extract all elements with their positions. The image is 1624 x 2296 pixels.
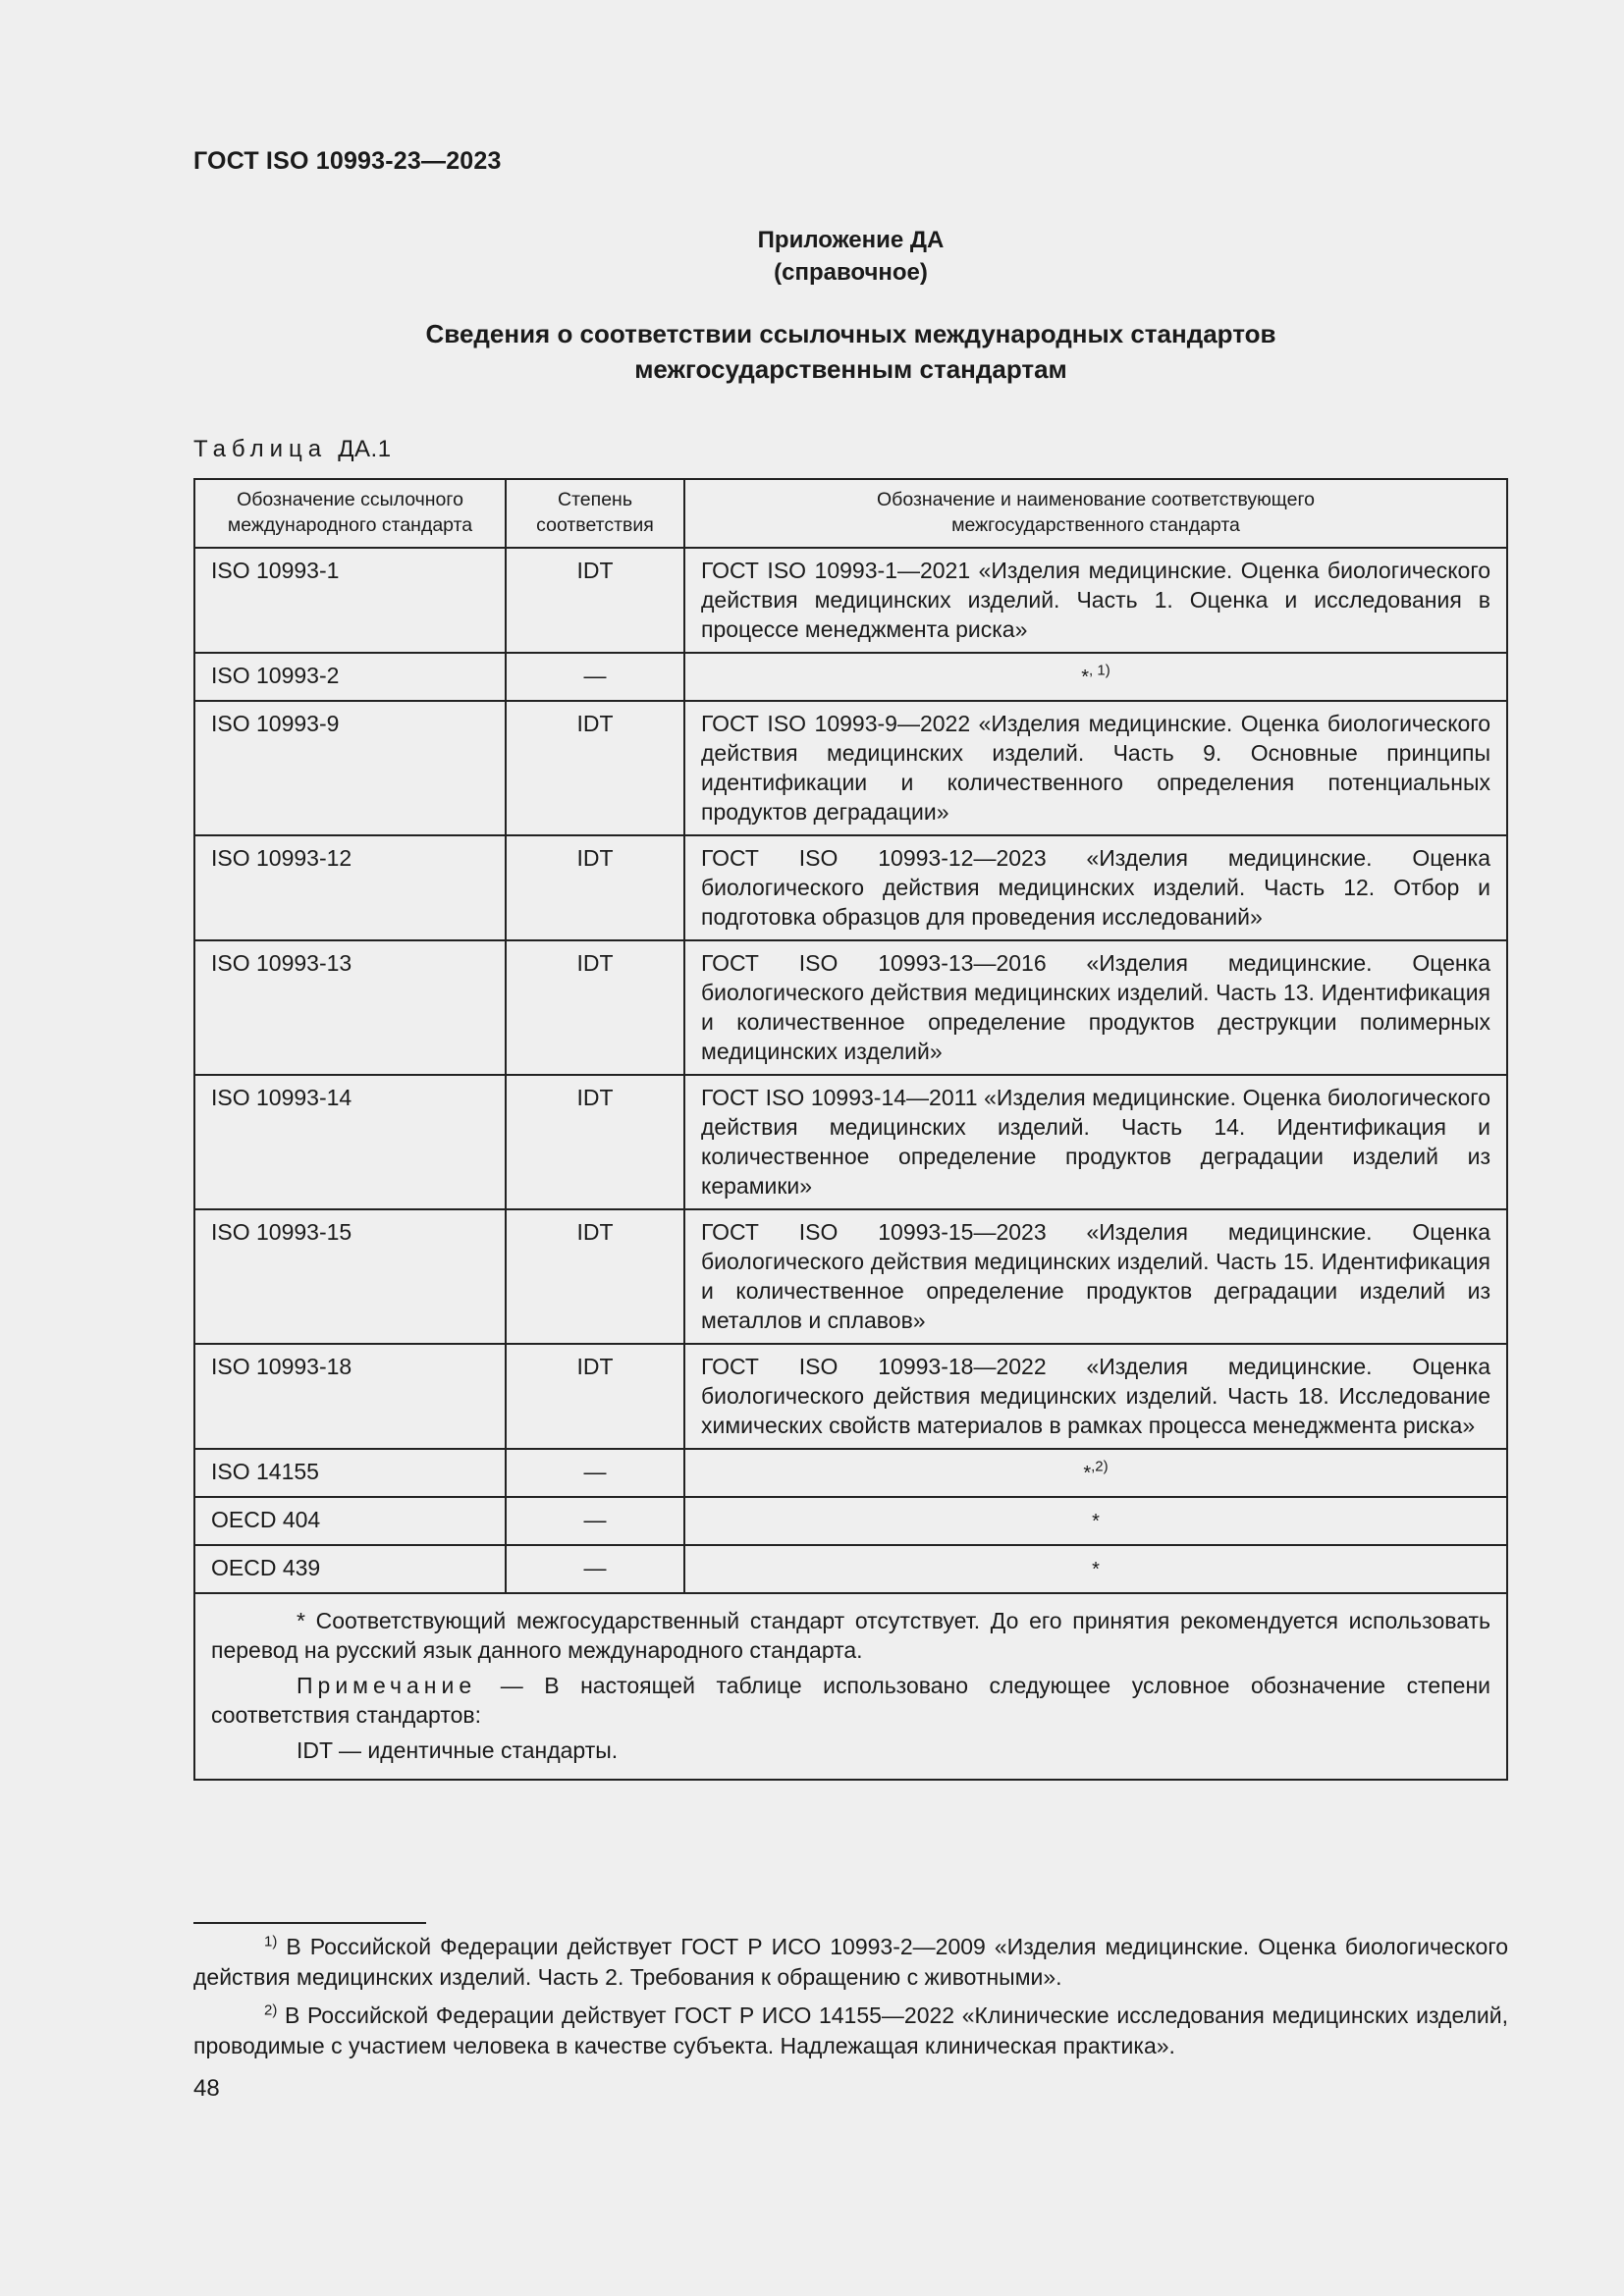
section-heading-line1: Сведения о соответствии ссылочных международных стандартов [425,319,1276,348]
cell-interstate-name: ГОСТ ISO 10993-18—2022 «Изделия медицинские. Оценка биологического действия медицинских изделий. Часть 18. Исследование химических свойств материалов в рамках процесса менеджмента риска» [684,1344,1507,1449]
cell-interstate-name: ГОСТ ISO 10993-12—2023 «Изделия медицинские. Оценка биологического действия медицинских изделий. Часть 12. Отбор и подготовка образцов для проведения исследований» [684,835,1507,940]
header-interstate-standard [684,479,1507,548]
absent-mark: * [1081,667,1090,688]
cell-interstate-name: ГОСТ ISO 10993-15—2023 «Изделия медицинские. Оценка биологического действия медицинских изделий. Часть 15. Идентификация и количественное определение продуктов деградации изделий из металлов и сплавов» [684,1209,1507,1344]
footnote-text: В Российской Федерации действует ГОСТ Р ИСО 14155—2022 «Клинические исследования медицинских изделий, проводимые с участием человека в качестве субъекта. Надлежащая клиническая практика». [193,2002,1509,2058]
cell-degree: IDT [506,1344,684,1449]
table-caption [193,436,392,463]
header-reference-standard [194,479,506,548]
section-heading-line2: межгосударственным стандартам [634,354,1067,384]
footnote-text: В Российской Федерации действует ГОСТ Р ИСО 10993-2—2009 «Изделия медицинские. Оценка биологического действия медицинских изделий. Часть 2. Требования к обращению с животными». [193,1934,1509,1990]
cell-interstate-name: ГОСТ ISO 10993-13—2016 «Изделия медицинские. Оценка биологического действия медицинских изделий. Часть 13. Идентификация и количественное определение продуктов деструкции полимерных медицинских изделий» [684,940,1507,1075]
table-caption-number: ДА.1 [338,436,392,462]
header-std-line1: Обозначение ссылочного [237,489,463,510]
cell-interstate-name: ГОСТ ISO 10993-14—2011 «Изделия медицинские. Оценка биологического действия медицинских изделий. Часть 14. Идентификация и количественное определение продуктов деградации изделий из керамики» [684,1075,1507,1209]
header-deg-line1: Степень [558,489,632,510]
cell-standard: ISO 10993-14 [194,1075,506,1209]
table-notes [194,1593,1507,1780]
cell-standard: ISO 14155 [194,1449,506,1497]
cell-interstate-name: ГОСТ ISO 10993-1—2021 «Изделия медицинские. Оценка биологического действия медицинских изделий. Часть 1. Оценка и исследования в процессе менеджмента риска» [684,548,1507,653]
page-number: 48 [193,2075,220,2102]
cell-standard: OECD 439 [194,1545,506,1593]
table-caption-word: Таблица [193,436,328,462]
document-id-header: ГОСТ ISO 10993-23—2023 [193,147,502,175]
header-std-line2: международного стандарта [227,514,473,536]
cell-standard: ISO 10993-9 [194,701,506,835]
header-name-line2: межгосударственного стандарта [951,514,1240,536]
table-row [194,548,1507,653]
cell-standard: ISO 10993-1 [194,548,506,653]
header-deg-line2: соответствия [536,514,654,536]
correspondence-table [193,478,1508,1781]
note-text: — В настоящей таблице использовано следующее условное обозначение степени соответствия стандартов: [211,1673,1490,1728]
cell-degree: IDT [506,701,684,835]
absent-mark: * [1092,1511,1100,1532]
cell-interstate-name [684,653,1507,701]
table-row [194,701,1507,835]
appendix-label: Приложение ДА [757,227,945,253]
note-label: Примечание [297,1673,477,1698]
cell-standard: ISO 10993-2 [194,653,506,701]
table-row [194,1497,1507,1545]
table-notes-row [194,1593,1507,1780]
cell-interstate-name: ГОСТ ISO 10993-9—2022 «Изделия медицинские. Оценка биологического действия медицинских изделий. Часть 9. Основные принципы идентификации и количественного определения потенциальных продуктов деградации» [684,701,1507,835]
idt-definition: IDT — идентичные стандарты. [297,1737,619,1763]
cell-degree: IDT [506,940,684,1075]
cell-standard: ISO 10993-15 [194,1209,506,1344]
table-header-row [194,479,1507,548]
absent-mark: * [1092,1559,1100,1580]
appendix-status: (справочное) [774,259,928,286]
cell-degree: IDT [506,835,684,940]
table-row [194,835,1507,940]
table-row [194,1209,1507,1344]
cell-degree: — [506,1545,684,1593]
cell-degree: — [506,1449,684,1497]
table-row [194,940,1507,1075]
asterisk-note: * Соответствующий межгосударственный стандарт отсутствует. До его принятия рекомендуется использовать перевод на русский язык данного международного стандарта. [211,1608,1490,1663]
footnote-2 [193,2001,1508,2061]
header-degree [506,479,684,548]
cell-degree: IDT [506,548,684,653]
table-row [194,1545,1507,1593]
appendix-title [0,224,1624,289]
cell-standard: OECD 404 [194,1497,506,1545]
cell-degree: — [506,1497,684,1545]
cell-standard: ISO 10993-12 [194,835,506,940]
cell-degree: IDT [506,1209,684,1344]
cell-standard: ISO 10993-18 [194,1344,506,1449]
footnote-ref[interactable]: ,2) [1091,1458,1109,1475]
degree-note [211,1671,1490,1730]
footnote-marker: 1) [264,1933,278,1950]
cell-interstate-name [684,1449,1507,1497]
cell-interstate-name [684,1497,1507,1545]
header-name-line1: Обозначение и наименование соответствующего [876,489,1315,510]
footnote-1 [193,1932,1508,1993]
table-row [194,653,1507,701]
table-row [194,1075,1507,1209]
footnotes [193,1932,1508,2069]
absent-mark: * [1083,1463,1092,1484]
cell-degree: IDT [506,1075,684,1209]
cell-interstate-name [684,1545,1507,1593]
footnote-ref[interactable]: , 1) [1089,662,1110,679]
table-row [194,1344,1507,1449]
section-heading [0,316,1624,387]
cell-standard: ISO 10993-13 [194,940,506,1075]
footnote-separator [193,1922,426,1924]
cell-degree: — [506,653,684,701]
footnote-marker: 2) [264,2002,278,2019]
table-row [194,1449,1507,1497]
